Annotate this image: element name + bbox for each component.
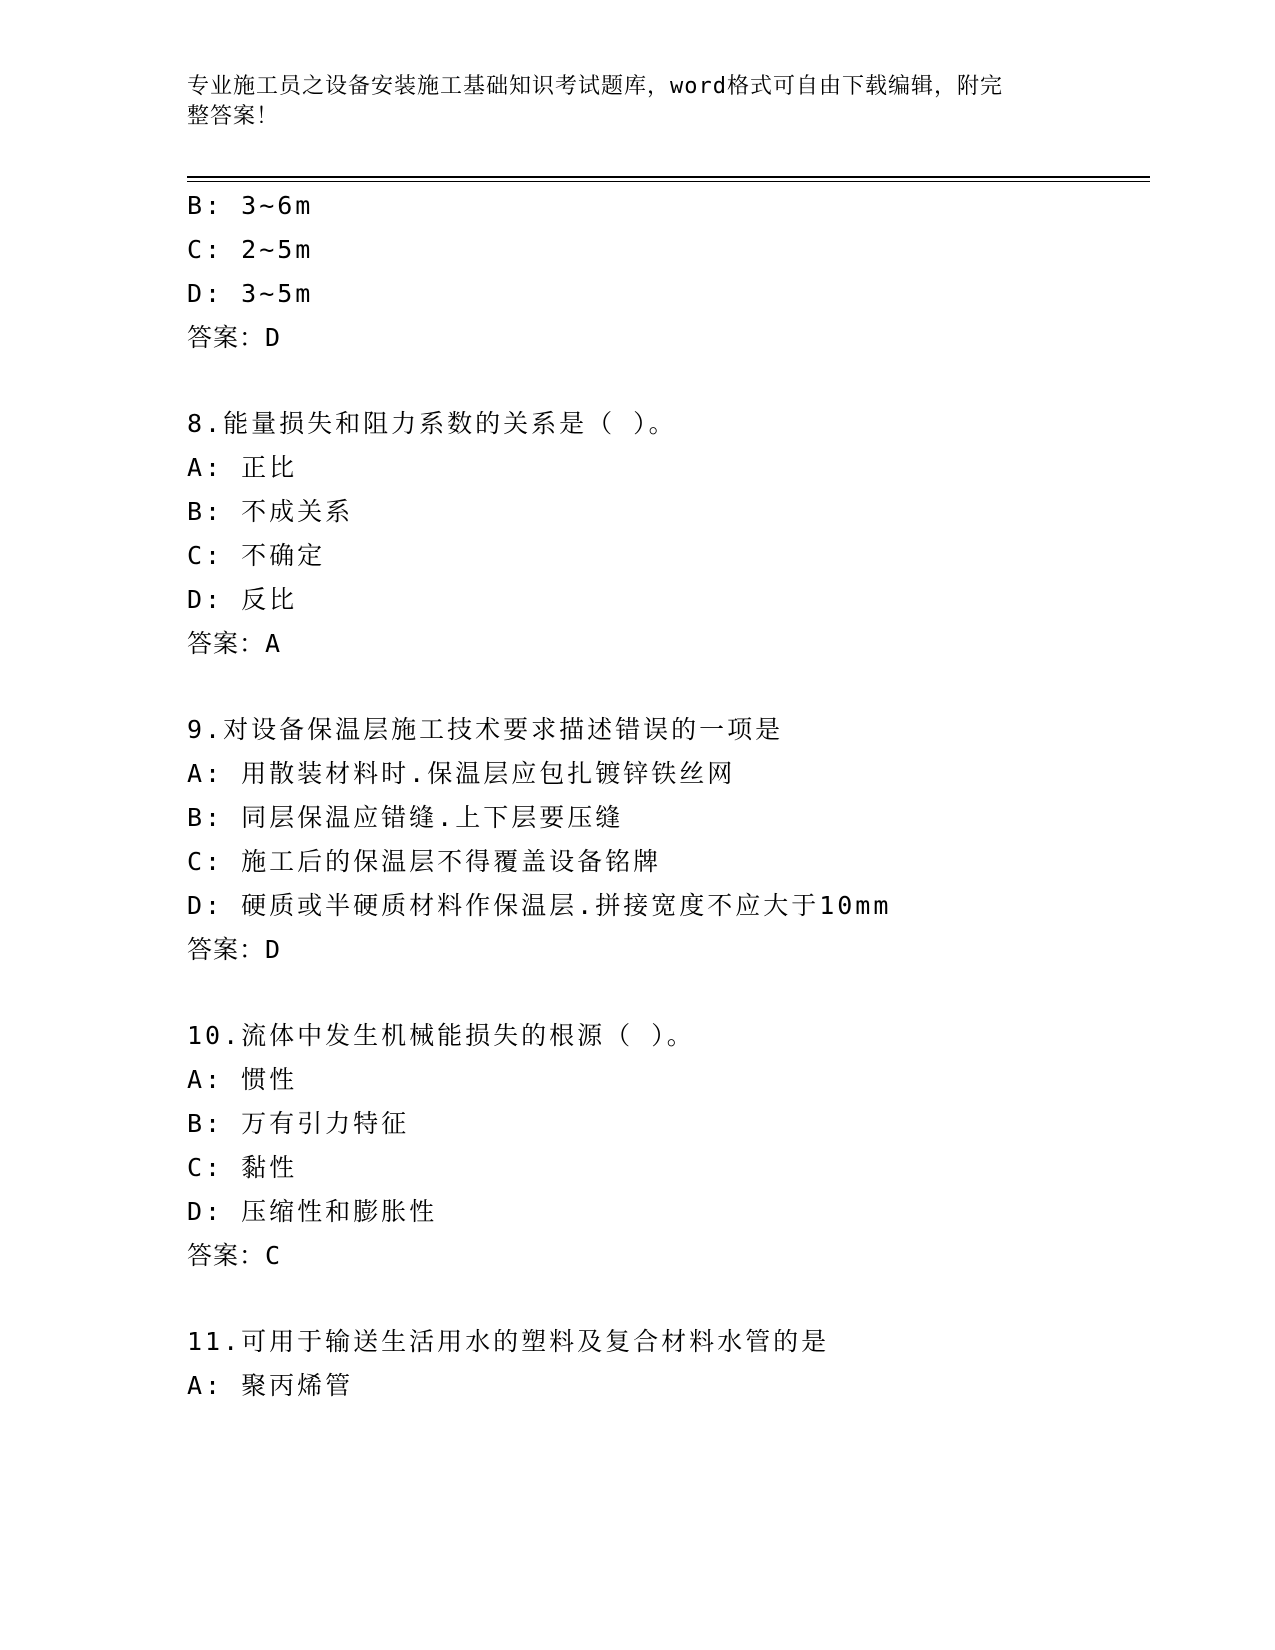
q9-question: 9.对设备保温层施工技术要求描述错误的一项是 bbox=[187, 715, 784, 744]
q9-option-b: B: 同层保温应错缝.上下层要压缝 bbox=[187, 803, 624, 832]
q8-question: 8.能量损失和阻力系数的关系是（ ）。 bbox=[187, 409, 677, 438]
q11-question: 11.可用于输送生活用水的塑料及复合材料水管的是 bbox=[187, 1327, 830, 1356]
header-divider-thick bbox=[187, 176, 1150, 178]
q10-answer: 答案：C bbox=[187, 1241, 282, 1270]
q7-option-d: D: 3~5m bbox=[187, 279, 314, 308]
q8-option-b: B: 不成关系 bbox=[187, 497, 354, 526]
q7-answer: 答案：D bbox=[187, 323, 282, 352]
q8-answer: 答案：A bbox=[187, 629, 282, 658]
header-title-line-1: 专业施工员之设备安装施工基础知识考试题库，word格式可自由下载编辑，附完 bbox=[187, 74, 1003, 99]
q9-answer: 答案：D bbox=[187, 935, 282, 964]
header-divider-thin bbox=[187, 181, 1150, 182]
header-title-line-2: 整答案！ bbox=[187, 104, 280, 129]
document-header bbox=[187, 72, 1067, 132]
q10-option-b: B: 万有引力特征 bbox=[187, 1109, 410, 1138]
q9-option-a: A: 用散装材料时.保温层应包扎镀锌铁丝网 bbox=[187, 759, 736, 788]
q8-option-c: C: 不确定 bbox=[187, 541, 326, 570]
q9-option-c: C: 施工后的保温层不得覆盖设备铭牌 bbox=[187, 847, 662, 876]
q7-option-c: C: 2~5m bbox=[187, 235, 314, 264]
q8-option-a: A: 正比 bbox=[187, 453, 298, 482]
q10-option-a: A: 惯性 bbox=[187, 1065, 298, 1094]
q8-option-d: D: 反比 bbox=[187, 585, 298, 614]
q11-option-a: A: 聚丙烯管 bbox=[187, 1371, 354, 1400]
q7-option-b: B: 3~6m bbox=[187, 191, 314, 220]
q10-option-d: D: 压缩性和膨胀性 bbox=[187, 1197, 438, 1226]
q9-option-d: D: 硬质或半硬质材料作保温层.拼接宽度不应大于10mm bbox=[187, 891, 892, 920]
q10-question: 10.流体中发生机械能损失的根源（ ）。 bbox=[187, 1021, 695, 1050]
q10-option-c: C: 黏性 bbox=[187, 1153, 298, 1182]
